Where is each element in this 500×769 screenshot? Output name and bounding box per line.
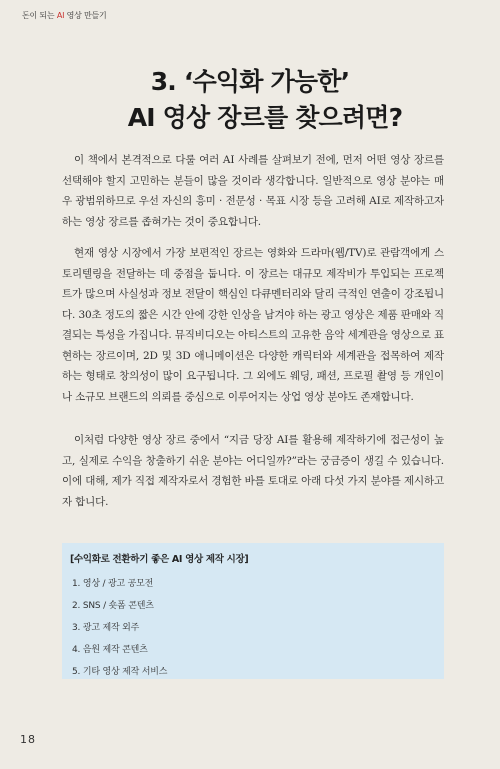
body-paragraph-3-text: 이처럼 다양한 영상 장르 중에서 “지금 당장 AI를 활용해 제작하기에 접근성이 높고, 실제로 수익을 창출하기 쉬운 분야는 어디일까?”라는 궁금증이 생길 수 있습니다. 이에 대해, 제가 직접 제작자로서 경험한 바를 토대로 아래 다섯 가지 분야를 제시하고자 합니다. [62,434,444,508]
body-paragraph-2 [62,243,444,407]
list-item: 3. 광고 제작 외주 [72,623,140,633]
running-head-accent: AI [56,11,65,20]
section-title-line1: 3. ‘수익화 가능한’ [150,67,350,96]
running-head-suffix: 영상 만들기 [64,11,107,20]
list-item: 1. 영상 / 광고 공모전 [72,579,154,589]
list-item: 5. 기타 영상 제작 서비스 [72,667,168,677]
body-paragraph-1-text: 이 책에서 본격적으로 다룰 여러 AI 사례를 살펴보기 전에, 먼저 어떤 영상 장르를 선택해야 할지 고민하는 분들이 많을 것이라 생각합니다. 일반적으로 영상 분야는 매우 광범위하므로 우선 자신의 흥미 · 전문성 · 목표 시장 등을 고려해 AI로 제작하고자 하는 영상 장르를 좁혀가는 것이 중요합니다. [62,154,444,228]
running-head-prefix: 돈이 되는 [22,11,57,20]
body-paragraph-2-text: 현재 영상 시장에서 가장 보편적인 장르는 영화와 드라마(웹/TV)로 관람객에게 스토리텔링을 전달하는 데 중점을 둡니다. 이 장르는 대규모 제작비가 투입되는 프로젝트가 많으며 사실성과 정보 전달이 핵심인 다큐멘터리와 달리 극적인 연출이 강조됩니다. 30초 정도의 짧은 시간 안에 강한 인상을 남겨야 하는 광고 영상은 제품 판매와 직결되는 특성을 가집니다. 뮤직비디오는 아티스트의 고유한 음악 세계관을 영상으로 표현하는 장르이며, 2D 및 3D 애니메이션은 다양한 캐릭터와 세계관을 접목하여 제작하는 형태로 창의성이 많이 요구됩니다. 그 외에도 웨딩, 패션, 프로필 촬영 등 개인이나 소규모 브랜드의 의뢰를 중심으로 이루어지는 상업 영상 분야도 존재합니다. [62,247,444,403]
callout-list [72,573,167,683]
body-paragraph-1 [62,150,444,232]
section-title [0,64,500,136]
running-head [22,10,107,21]
callout-title: [수익화로 전환하기 좋은 AI 영상 제작 시장] [70,554,249,565]
list-item: 4. 음원 제작 콘텐츠 [72,645,148,655]
callout-box [62,543,444,679]
body-paragraph-3 [62,430,444,512]
list-item: 2. SNS / 숏폼 콘텐츠 [72,601,154,611]
page-number: 18 [20,733,36,746]
section-title-line2: AI 영상 장르를 찾으려면? [127,103,403,132]
